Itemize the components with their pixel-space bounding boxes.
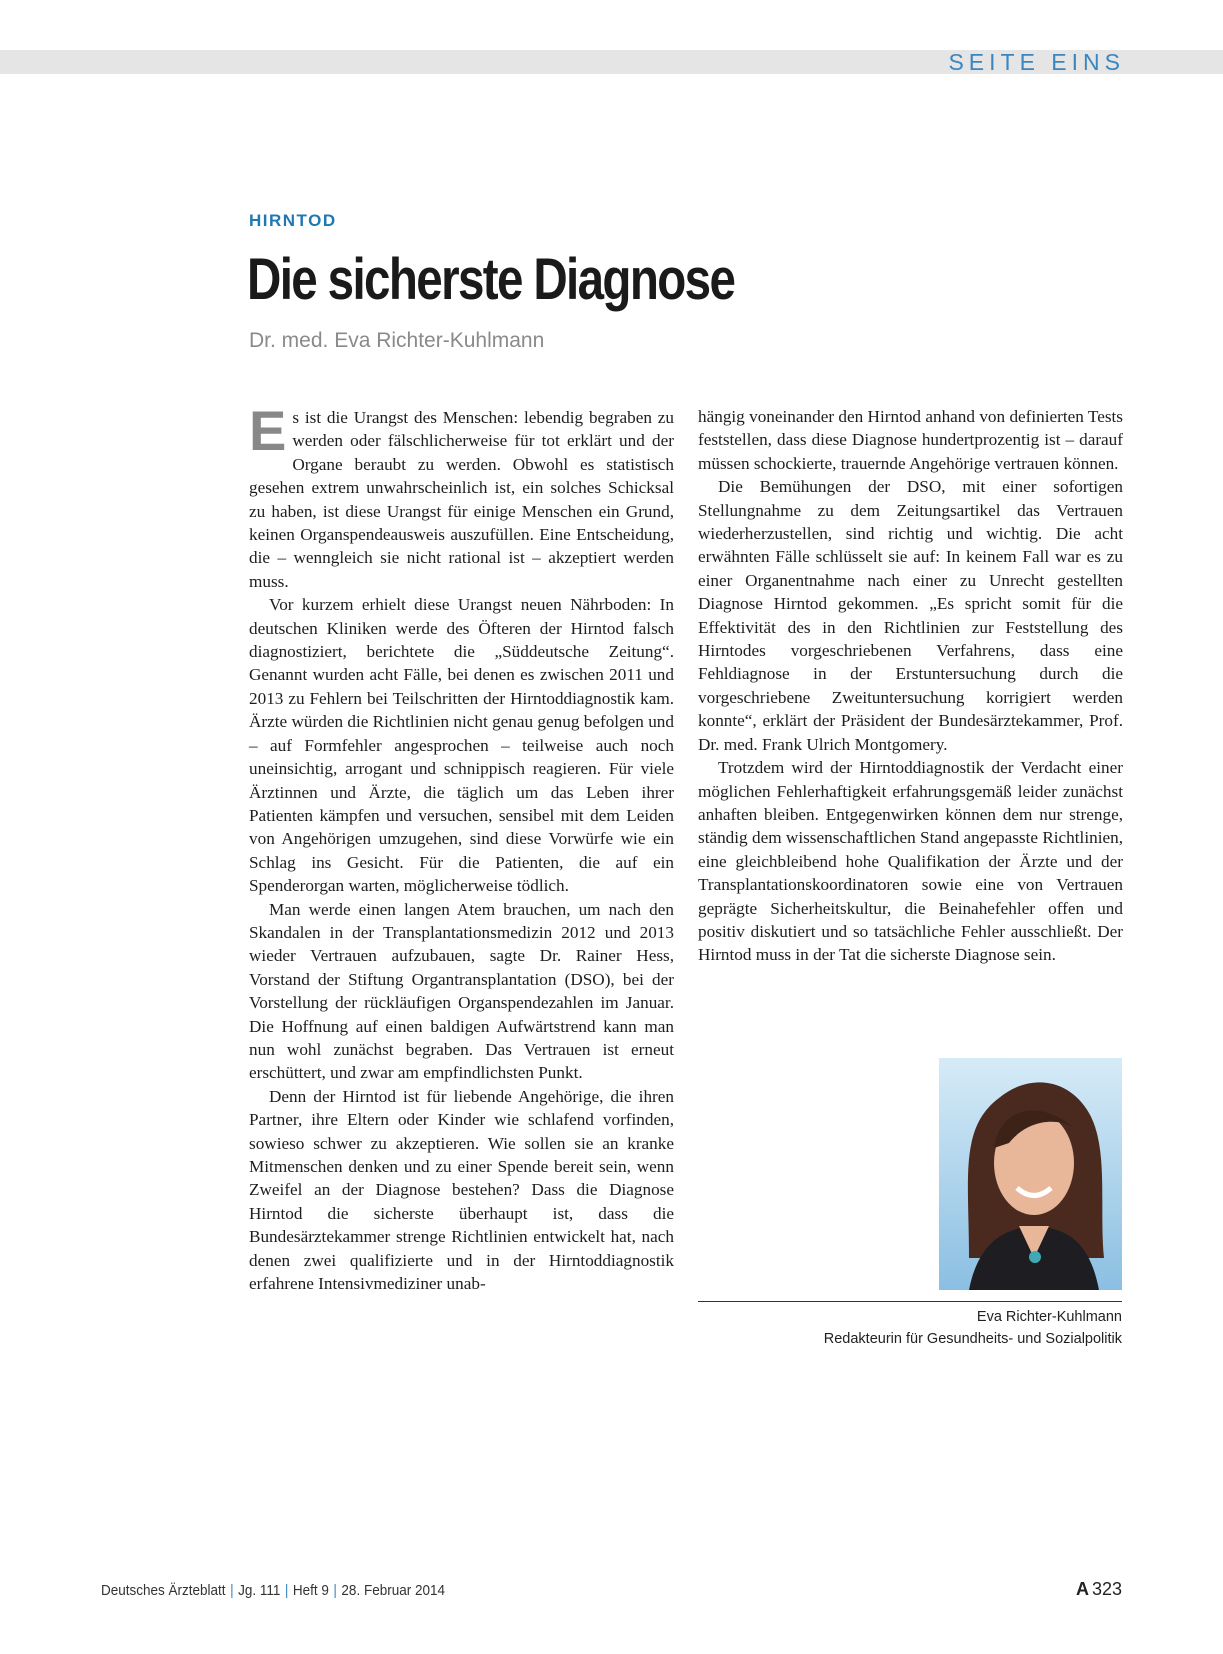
paragraph: Man werde einen langen Atem brauchen, um nach den Skandalen in der Transplantationsmedizin 2012 und 2013 wieder Vertrauen aufzubauen, sagte Dr. Rainer Hess, Vorstand der Stiftung Organtransplantation (DSO), bei der Vorstellung der rückläufigen Organspendezahlen im Januar. Die Hoffnung auf einen baldigen Aufwärtstrend kann man nun wohl zunächst begraben. Das Vertrauen ist erneut erschüttert, und zwar am empfindlichsten Punkt. [249, 899, 674, 1083]
paragraph: Trotzdem wird der Hirntoddiagnostik der Verdacht einer möglichen Fehlerhaftigkeit erfahrungsgemäß leider zunächst anhaften bleiben. Entgegenwirken können dem nur strenge, ständig dem wissenschaftlichen Stand angepasste Richtlinien, eine gleichbleibend hohe Qualifikation der Ärzte und der Transplantationskoordinatoren sowie eine von Vertrauen geprägte Sicherheitskultur, die Beinahefehler offen und positiv diskutiert und so tatsächliche Fehler ausschließt. Der Hirntod muss in der Tat die sicherste Diagnose sein. [698, 758, 1123, 965]
page-footer: Deutsches Ärzteblatt | Jg. 111 | Heft 9 | 28. Februar 2014 [101, 1582, 445, 1599]
paragraph: Die Bemühungen der DSO, mit einer sofortigen Stellungnahme zu dem Zeitungsartikel das Vertrauen wiederherzustellen, sind richtig und wichtig. Die acht erwähnten Fälle schlüsselt sie auf: In keinem Fall war es zu einer Organentnahme nach einer zu Unrecht gestellten Diagnose Hirntod gekommen. „Es spricht somit für die Effektivität des in den Richtlinien zur Feststellung des Hirntodes vorgeschriebenen Verfahrens, dass eine Fehldiagnose in der Erstuntersuchung durch die vorgeschriebene Zweituntersuchung korrigiert werden konnte“, erklärt der Präsident der Bundesärztekammer, Prof. Dr. med. Frank Ulrich Montgomery. [698, 477, 1123, 754]
photo-caption [824, 1306, 1122, 1350]
paragraph-continued: hängig voneinander den Hirntod anhand von definierten Tests feststellen, dass diese Diagnose hundertprozentig ist – darauf müssen schockierte, trauernde Angehörige vertrauen können. [698, 407, 1123, 473]
footer-date: 28. Februar 2014 [341, 1582, 445, 1599]
caption-rule [698, 1301, 1122, 1302]
article-author: Dr. med. Eva Richter-Kuhlmann [249, 329, 545, 352]
caption-name: Eva Richter-Kuhlmann [976, 1309, 1122, 1325]
footer-journal: Deutsches Ärzteblatt [101, 1582, 226, 1599]
caption-role: Redakteurin für Gesundheits- und Sozialpolitik [823, 1331, 1122, 1347]
author-photo [939, 1058, 1122, 1290]
footer-issue: Heft 9 [292, 1582, 329, 1599]
footer-volume: Jg. 111 [238, 1582, 281, 1599]
article-kicker: HIRNTOD [249, 211, 337, 230]
paragraph: Vor kurzem erhielt diese Urangst neuen Nährboden: In deutschen Kliniken werde des Öfteren der Hirntod falsch diagnostiziert, berichtete die „Süddeutsche Zeitung“. Genannt wurden acht Fälle, bei denen es zwischen 2011 und 2013 zu Fehlern bei Teilschritten der Hirntoddiagnostik kam. Ärzte würden die Richtlinien nicht genau genug befolgen und – auf Formfehler angesprochen – teilweise auch noch uneinsichtig, arrogant und schnippisch reagieren. Für viele Ärztinnen und Ärzte, die täglich um das Leben ihrer Patienten kämpfen und versuchen, sensibel mit dem Leiden von Angehörigen umzugehen, sind diese Vorwürfe wie ein Schlag ins Gesicht. Für die Patienten, die auf ein Spenderorgan warten, möglicherweise tödlich. [249, 595, 674, 896]
author-portrait-illustration [939, 1058, 1122, 1290]
section-label: SEITE EINS [948, 49, 1125, 75]
article-title: Die sicherste Diagnose [247, 247, 735, 312]
article-column-right [698, 405, 1123, 967]
drop-cap: E [249, 399, 287, 462]
paragraph: Denn der Hirntod ist für liebende Angehörige, die ihren Partner, ihre Eltern oder Kinder wie schlafend vorfinden, sowieso schwer zu akzeptieren. Wie sollen sie an kranke Mitmenschen denken und zu einer Spende bereit sein, wenn Zweifel an der Diagnose bestehen? Dass die Diagnose Hirntod die sicherste überhaupt ist, dass die Bundesärztekammer strenge Richtlinien entwickelt hat, nach denen zwei qualifizierte und in der Hirntoddiagnostik erfahrene Intensivmediziner unab- [249, 1086, 674, 1294]
article-column-left [249, 399, 674, 1295]
page-number: A 323 [1075, 1579, 1122, 1599]
paragraph-intro: Es ist die Urangst des Menschen: lebendig begraben zu werden oder fälschlicherweise für tot erklärt und der Organe beraubt zu werden. Obwohl es statistisch gesehen extrem unwahrscheinlich ist, ein solches Schicksal zu haben, ist diese Urangst für einige Menschen ein Grund, keinen Organspendeausweis auszufüllen. Eine Entscheidung, die – wenngleich sie nicht rational ist – akzeptiert werden muss. [249, 399, 674, 591]
